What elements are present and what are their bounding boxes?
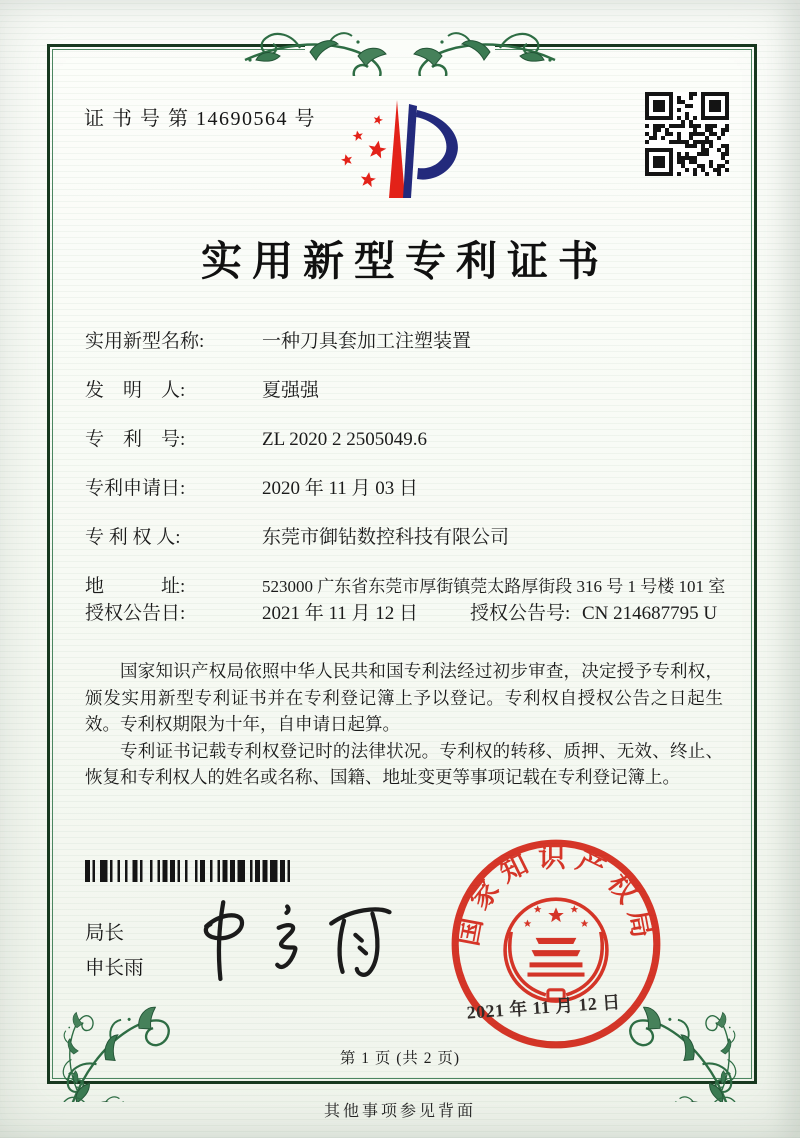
seal-date: 2021 年 11 月 12 日 [466,991,622,1023]
certificate-number: 证 书 号 第 14690564 号 [84,108,316,130]
field-label: 实用新型名称: [85,331,205,352]
field-patent-number [85,428,725,451]
back-side-note: 其他事项参见背面 [323,1103,476,1120]
field-label: 专 利 权 人: [85,527,181,548]
field-value: 东莞市御钻数控科技有限公司 [262,527,510,548]
top-flourish-ornament-icon [235,16,565,76]
field-label: 授权公告日: [85,603,186,624]
svg-text:国家知识产权局 [452,842,660,949]
field-label: 发 明 人: [85,380,186,401]
certificate-title: 实用新型专利证书 [201,238,609,284]
national-emblem-icon [505,899,607,1001]
barcode-icon [85,860,290,882]
field-label: 专 利 号: [85,429,186,450]
field-value: 夏强强 [262,380,320,401]
legal-text-block [85,658,723,791]
legal-paragraph-2: 专利证书记载专利权登记时的法律状况。专利权的转移、质押、无效、终止、恢复和专利权人的姓名或名称、国籍、地址变更等事项记载在专利登记簿上。 [85,740,723,787]
fields-block [85,330,725,651]
director-block [85,916,144,986]
field-value: 523000 广东省东莞市厚街镇莞太路厚街段 316 号 1 号楼 101 室 [262,577,726,596]
director-title: 局长 [85,923,125,944]
field-value: 一种刀具套加工注塑装置 [262,331,472,352]
qr-code-icon [645,92,729,176]
field-address [85,575,725,599]
page-number: 第 1 页 (共 2 页) [339,1050,461,1067]
field-value: ZL 2020 2 2505049.6 [262,429,428,450]
field-value: CN 214687795 U [582,603,718,624]
field-utility-model-name [85,330,725,353]
official-seal-icon [446,834,666,1054]
cnipa-logo-icon [320,94,480,216]
legal-paragraph-1: 国家知识产权局依照中华人民共和国专利法经过初步审查，决定授予专利权，颁发实用新型专利证书并在专利登记簿上予以登记。专利权自授权公告之日起生效。专利权期限为十年，自申请日起算。 [85,661,723,734]
seal-org-text: 国家知识产权局 [452,841,660,949]
field-inventor [85,379,725,402]
signature-icon [192,892,398,992]
field-value: 2020 年 11 月 03 日 [262,478,419,499]
field-grant-row [85,602,725,625]
field-label: 地 址: [85,576,186,597]
field-label: 专利申请日: [85,478,186,499]
field-value: 2021 年 11 月 12 日 [262,603,419,624]
field-patentee [85,526,725,549]
director-name: 申长雨 [85,958,144,979]
field-filing-date [85,477,725,500]
field-label: 授权公告号: [470,603,571,624]
